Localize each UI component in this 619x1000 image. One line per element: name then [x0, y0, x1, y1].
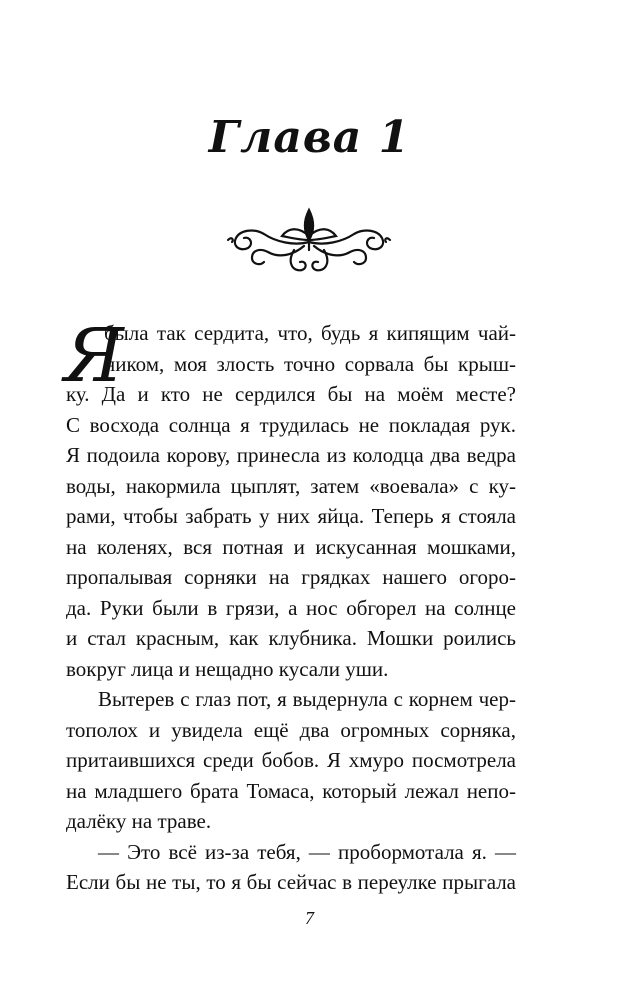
chapter-title: Глава 1 — [208, 112, 411, 163]
text-line: да. Руки были в грязи, а нос обгорел на солнце — [66, 595, 516, 620]
text-line: рами, чтобы забрать у них яйца. Теперь я стояла — [66, 504, 516, 528]
text-line: притаившихся среди бобов. Я хмуро посмотрела — [66, 748, 516, 772]
text-line: далёку на траве. — [66, 809, 212, 833]
text-line: на младшего брата Томаса, который лежал непо- — [66, 778, 516, 803]
floral-flourish-icon — [224, 206, 394, 276]
drop-cap: Я — [64, 313, 124, 399]
text-line: на коленях, вся потная и искусанная мошками, — [66, 534, 516, 559]
text-line: была так сердита, что, будь я кипящим чай- — [104, 321, 516, 345]
text-line: ником, моя злость точно сорвала бы крыш- — [104, 351, 516, 376]
text-line: — Это всё из-за тебя, — пробормотала я. — — [98, 839, 516, 864]
body-text — [64, 313, 516, 898]
text-line: воды, накормила цыплят, затем «воевала» с ку- — [66, 473, 516, 498]
text-line: ку. Да и кто не сердился бы на моём месте? — [66, 382, 516, 406]
text-line: и стал красным, как клубника. Мошки роились — [66, 626, 516, 650]
text-line: тополох и увидела ещё два огромных сорняка, — [66, 717, 516, 742]
text-line: Я подоила корову, принесла из колодца два ведра — [66, 443, 516, 467]
text-line: С восхода солнца я трудилась не покладая рук. — [66, 412, 516, 437]
text-line: Если бы не ты, то я бы сейчас в переулке прыгала — [66, 870, 516, 894]
text-line: Вытерев с глаз пот, я выдернула с корнем чер- — [98, 687, 516, 711]
text-line: вокруг лица и нещадно кусали уши. — [66, 656, 389, 681]
page-number: 7 — [305, 908, 314, 928]
text-line: пропалывая сорняки на грядках нашего огоро- — [66, 565, 516, 589]
